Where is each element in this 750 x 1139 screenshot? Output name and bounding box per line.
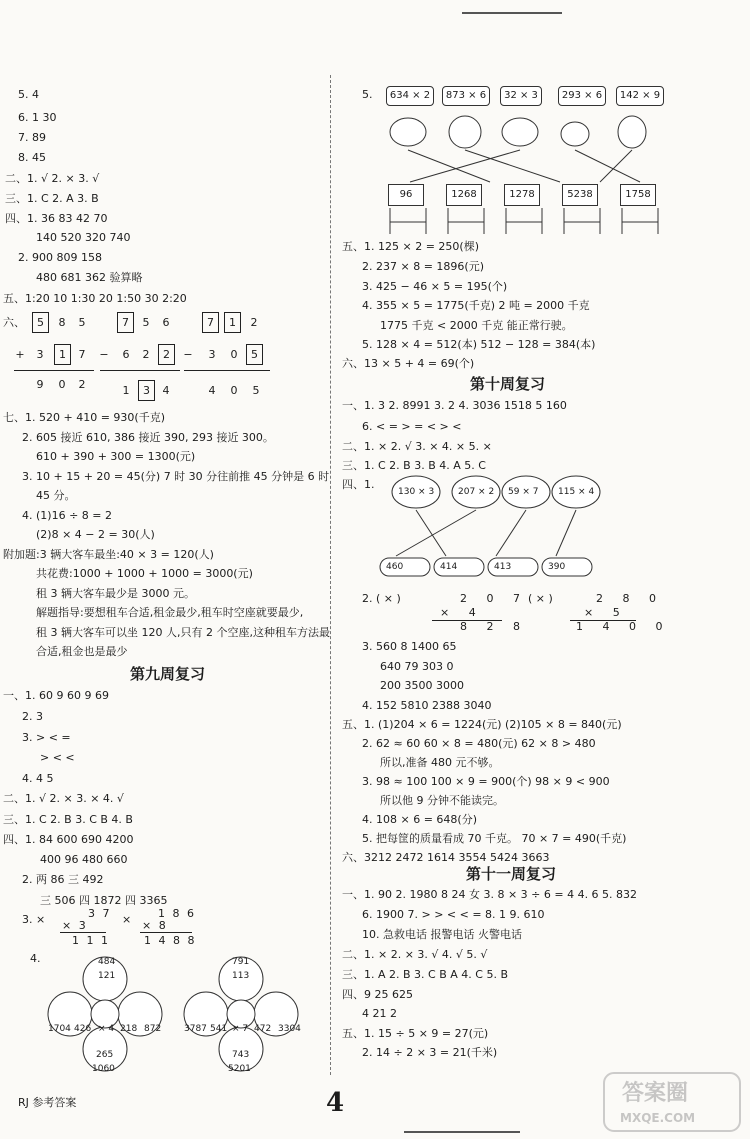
watermark-logo [602,1071,742,1133]
mult-multiplier: × 4 [440,606,484,619]
mult-multiplier: × 3 [62,919,88,932]
text-line: 5. 4 [18,88,39,101]
mult-top: 3 7 [88,907,112,920]
answer-board: 96 [388,184,424,206]
text-line: 3. 10 + 15 + 20 = 45(分) 7 时 30 分往前推 45 分钟是 6 时 [22,470,330,483]
mult-top: 1 8 6 [158,907,196,920]
text-line: 二、1. × 2. √ 3. × 4. × 5. × [342,440,492,453]
text-line: 6. 1900 7. > > < < = 8. 1 9. 610 [362,908,545,921]
text-line: 3. 98 ≈ 100 100 × 9 = 900(个) 98 × 9 < 900 [362,775,610,788]
text-line: 二、1. × 2. × 3. √ 4. √ 5. √ [342,948,488,961]
operator: − [183,348,193,361]
text-line: 6. 1 30 [18,111,57,124]
text-line: 三、1. A 2. B 3. C B A 4. C 5. B [342,968,508,981]
digit-box: 5 [246,344,263,365]
digit: 8 [58,316,66,329]
text-line: 2. 两 86 三 492 [22,873,104,886]
text-line: 2. 237 × 8 = 1896(元) [362,260,484,273]
answer-board: 5238 [562,184,598,206]
petal-value: 113 [232,971,250,981]
column-divider [330,75,331,1075]
digit-box: 2 [158,344,175,365]
digit-box: 1 [224,312,241,333]
text-line: 三 506 四 1872 四 3365 [40,894,168,907]
bird-expression: 207 × 2 [458,487,495,497]
petal-value: 5201 [228,1064,251,1074]
answer-board: 1268 [446,184,482,206]
text-line: 三、1. C 2. A 3. B [5,192,99,205]
text-line: 4. 4 5 [22,772,54,785]
digit: 6 [162,316,170,329]
text-line: 10. 急救电话 报警电话 火警电话 [362,928,522,941]
text-line: 2. 605 接近 610, 386 接近 390, 293 接近 300。 [22,431,274,444]
worm-value: 460 [386,562,404,572]
sum-line [14,370,94,371]
text-line: ( × ) [528,592,553,605]
text-line: 二、1. √ 2. × 3. × 4. √ [3,792,124,805]
digit: 2 [142,348,150,361]
mult-result: 1 4 0 0 [576,620,671,633]
worm-value: 390 [548,562,566,572]
text-line: 140 520 320 740 [36,231,131,244]
petal-value: 121 [98,971,116,981]
expression-bubble: 142 × 9 [616,86,664,106]
digit: 2 [250,316,258,329]
text-line: 解题指导:要想租车合适,租金最少,租车时空座就要最少, [36,606,304,619]
text-line: 4 21 2 [362,1007,397,1020]
sum-line [184,370,270,371]
expression-bubble: 293 × 6 [558,86,606,106]
text-line: 五、1. 15 ÷ 5 × 9 = 27(元) [342,1027,489,1040]
mult-sign: × [122,913,132,926]
mult-result: 1 4 8 8 [144,934,197,947]
mult-multiplier: × 8 [142,919,168,932]
text-line: 2. 14 ÷ 2 × 3 = 21(千米) [362,1046,498,1059]
text-line: 7. 89 [18,131,46,144]
text-line: 共花费:1000 + 1000 + 1000 = 3000(元) [36,567,253,580]
digit: 7 [78,348,86,361]
operator: + [15,348,25,361]
digit: 6 [122,348,130,361]
bird-expression: 115 × 4 [558,487,595,497]
petal-value: 541 [210,1024,228,1034]
top-rule [462,12,562,14]
digit: 2 [78,378,86,391]
text-line: 合适,租金也是最少 [36,645,128,658]
text-line: 45 分。 [36,489,76,502]
digit: 5 [252,384,260,397]
petal-value: 3787 [184,1024,207,1034]
text-line: 5. 128 × 4 = 512(本) 512 − 128 = 384(本) [362,338,596,351]
text-line: 4. [30,952,41,965]
text-line: 租 3 辆大客车可以坐 120 人,只有 2 个空座,这种租车方法最 [36,626,330,639]
text-line: 640 79 303 0 [380,660,454,673]
text-line: 七、1. 520 + 410 = 930(千克) [3,411,165,424]
text-line: 3. > < = [22,731,71,744]
bird-expression: 59 × 7 [508,487,539,497]
text-line: (2)8 × 4 − 2 = 30(人) [36,528,155,541]
digit-box: 5 [32,312,49,333]
digit: 0 [230,348,238,361]
text-line: 2. 62 ≈ 60 60 × 8 = 480(元) 62 × 8 > 480 [362,737,596,750]
text-line: > < < [40,751,75,764]
flower-center: × 7 [232,1024,249,1034]
text-line: 4. 152 5810 2388 3040 [362,699,492,712]
text-line: 610 + 390 + 300 = 1300(元) [36,450,196,463]
text-line: 四、9 25 625 [342,988,413,1001]
text-line: 六、13 × 5 + 4 = 69(个) [342,357,475,370]
text-line: 400 96 480 660 [40,853,128,866]
answer-board: 1278 [504,184,540,206]
petal-value: 872 [144,1024,162,1034]
answer-board: 1758 [620,184,656,206]
text-line: 5. 把每筐的质量看成 70 千克。 70 × 7 = 490(千克) [362,832,627,845]
mult-line [140,932,192,933]
text-line: 3. 560 8 1400 65 [362,640,457,653]
digit: 0 [230,384,238,397]
digit: 3 [208,348,216,361]
text-line: 租 3 辆大客车最少是 3000 元。 [36,587,195,600]
text-line: 1775 千克 < 2000 千克 能正常行驶。 [380,319,573,332]
digit: 0 [58,378,66,391]
digit: 9 [36,378,44,391]
text-line: 三、1. C 2. B 3. B 4. A 5. C [342,459,486,472]
text-line: 一、1. 60 9 60 9 69 [3,689,109,702]
mult-result: 8 2 8 [460,620,528,633]
digit: 4 [162,384,170,397]
text-line: 4. 355 × 5 = 1775(千克) 2 吨 = 2000 千克 [362,299,590,312]
footer-label: RJ 参考答案 [18,1096,77,1109]
petal-value: 218 [120,1024,138,1034]
operator: − [99,348,109,361]
bird-expression: 130 × 3 [398,487,435,497]
flower-center: × 4 [98,1024,115,1034]
text-line: 3. 425 − 46 × 5 = 195(个) [362,280,508,293]
text-line: 所以,准备 480 元不够。 [380,756,500,769]
text-line: 四、1. [342,478,375,491]
text-line: 480 681 362 验算略 [36,271,143,284]
text-line: 六、3212 2472 1614 3554 5424 3663 [342,851,550,864]
petal-value: 3304 [278,1024,301,1034]
digit-box: 1 [54,344,71,365]
text-line: 8. 45 [18,151,46,164]
text-line: 三、1. C 2. B 3. C B 4. B [3,813,133,826]
worm-value: 414 [440,562,458,572]
petal-value: 1704 [48,1024,71,1034]
text-line: 3. × [22,913,46,926]
digit-box: 3 [138,380,155,401]
text-line: 5. [362,88,373,101]
digit: 5 [142,316,150,329]
text-line: 2. ( × ) [362,592,401,605]
mult-top: 2 8 0 [596,592,664,605]
expression-bubble: 634 × 2 [386,86,434,106]
text-line: 2. 900 809 158 [18,251,102,264]
bottom-rule [404,1131,520,1133]
section-title-week11: 第十一周复习 [466,865,557,883]
text-line: 一、1. 3 2. 8991 3. 2 4. 3036 1518 5 160 [342,399,567,412]
expression-bubble: 32 × 3 [500,86,542,106]
page-number-mark: 4 [326,1088,345,1118]
text-line: 附加题:3 辆大客车最坐:40 × 3 = 120(人) [3,548,214,561]
text-line: 4. (1)16 ÷ 8 = 2 [22,509,112,522]
worm-value: 413 [494,562,512,572]
petal-value: 265 [96,1050,114,1060]
mult-top: 2 0 7 [460,592,528,605]
digit-box: 7 [117,312,134,333]
digit: 3 [36,348,44,361]
text-line: 四、1. 84 600 690 4200 [3,833,134,846]
petal-value: 1060 [92,1064,115,1074]
mult-multiplier: × 5 [584,606,628,619]
text-line: 六、 [3,316,25,329]
petal-value: 484 [98,957,116,967]
petal-value: 472 [254,1024,272,1034]
digit-box: 7 [202,312,219,333]
mult-line [60,932,106,933]
section-title-week10: 第十周复习 [470,375,546,393]
text-line: 二、1. √ 2. × 3. √ [5,172,100,185]
mult-result: 1 1 1 [72,934,110,947]
section-title-week9: 第九周复习 [130,665,206,683]
petal-value: 743 [232,1050,250,1060]
text-line: 2. 3 [22,710,43,723]
expression-bubble: 873 × 6 [442,86,490,106]
digit: 1 [122,384,130,397]
text-line: 200 3500 3000 [380,679,464,692]
digit: 5 [78,316,86,329]
digit: 4 [208,384,216,397]
text-line: 6. < = > = < > < [362,420,462,433]
sum-line [100,370,180,371]
text-line: 一、1. 90 2. 1980 8 24 女 3. 8 × 3 ÷ 6 = 4 4. 6 5. 832 [342,888,638,901]
text-line: 五、1:20 10 1:30 20 1:50 30 2:20 [3,292,187,305]
watermark-text: 答案圈 [622,1081,689,1106]
text-line: 4. 108 × 6 = 648(分) [362,813,477,826]
text-line: 五、1. (1)204 × 6 = 1224(元) (2)105 × 8 = 840(元) [342,718,622,731]
petal-value: 426 [74,1024,92,1034]
text-line: 所以他 9 分钟不能读完。 [380,794,504,807]
watermark-url: MXQE.COM [620,1111,696,1125]
text-line: 四、1. 36 83 42 70 [5,212,108,225]
text-line: 五、1. 125 × 2 = 250(棵) [342,240,479,253]
petal-value: 791 [232,957,250,967]
